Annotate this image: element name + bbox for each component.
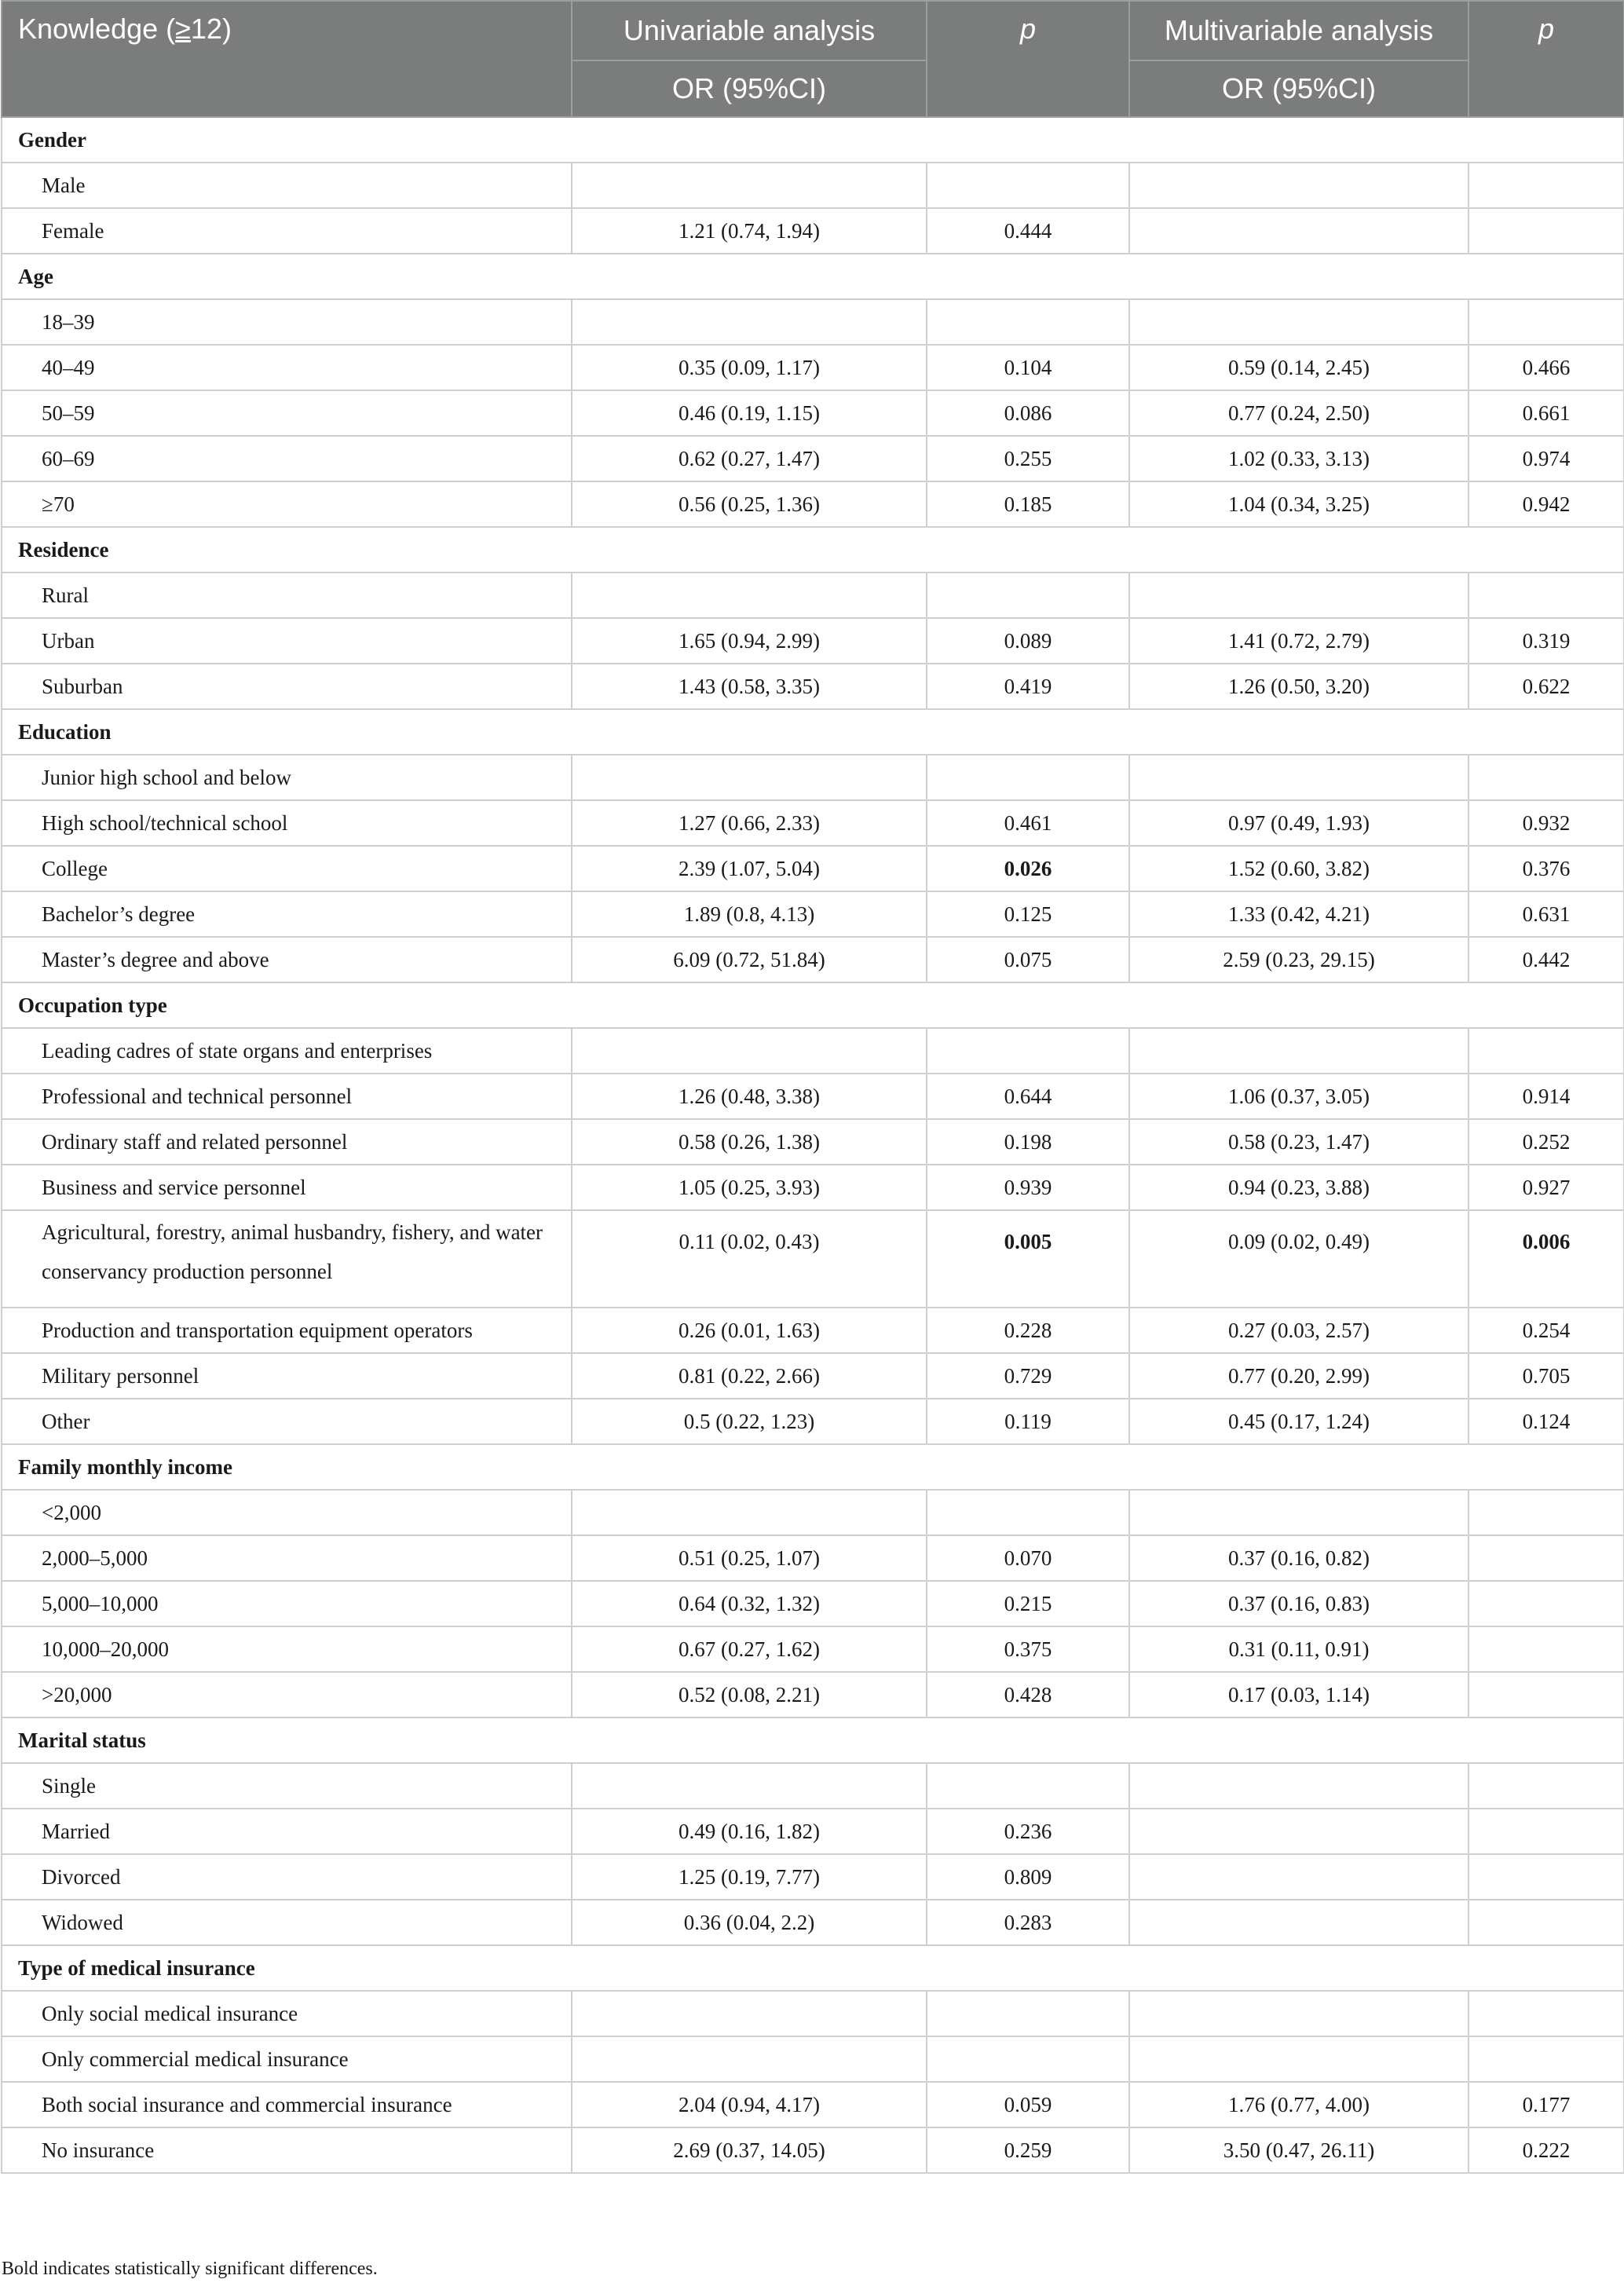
row-label: Military personnel <box>2 1353 572 1399</box>
multivariable-or <box>1129 1490 1469 1535</box>
table-row <box>2 1535 1624 1581</box>
multivariable-p: 0.319 <box>1469 618 1624 664</box>
multivariable-or: 1.06 (0.37, 3.05) <box>1129 1074 1469 1119</box>
multivariable-p <box>1469 1809 1624 1854</box>
row-label: Other <box>2 1399 572 1444</box>
multivariable-p <box>1469 299 1624 345</box>
univariable-or: 1.27 (0.66, 2.33) <box>572 800 927 846</box>
row-label: 2,000–5,000 <box>2 1535 572 1581</box>
table-row <box>2 1854 1624 1900</box>
univariable-p: 0.444 <box>927 208 1129 254</box>
univariable-p: 0.086 <box>927 390 1129 436</box>
univariable-p: 0.461 <box>927 800 1129 846</box>
univariable-or <box>572 1028 927 1074</box>
univariable-p <box>927 163 1129 208</box>
univariable-p: 0.070 <box>927 1535 1129 1581</box>
univariable-p: 0.119 <box>927 1399 1129 1444</box>
univariable-or: 0.11 (0.02, 0.43) <box>572 1210 927 1308</box>
row-label: High school/technical school <box>2 800 572 846</box>
univariable-or: 0.58 (0.26, 1.38) <box>572 1119 927 1165</box>
univariable-p: 0.089 <box>927 618 1129 664</box>
section-label: Marital status <box>2 1718 1624 1763</box>
row-label: 18–39 <box>2 299 572 345</box>
header-multi-or: OR (95%CI) <box>1129 60 1469 117</box>
row-label: ≥70 <box>2 481 572 527</box>
table-row <box>2 1581 1624 1626</box>
multivariable-or: 1.76 (0.77, 4.00) <box>1129 2082 1469 2127</box>
multivariable-p: 0.914 <box>1469 1074 1624 1119</box>
multivariable-or: 0.31 (0.11, 0.91) <box>1129 1626 1469 1672</box>
multivariable-p: 0.466 <box>1469 345 1624 390</box>
table-row <box>2 618 1624 664</box>
row-label: Production and transportation equipment operators <box>2 1308 572 1353</box>
univariable-p: 0.185 <box>927 481 1129 527</box>
univariable-p: 0.255 <box>927 436 1129 481</box>
table-row <box>2 299 1624 345</box>
multivariable-or <box>1129 1028 1469 1074</box>
table-row <box>2 664 1624 709</box>
univariable-or: 1.89 (0.8, 4.13) <box>572 891 927 937</box>
multivariable-or: 1.41 (0.72, 2.79) <box>1129 618 1469 664</box>
univariable-or: 2.04 (0.94, 4.17) <box>572 2082 927 2127</box>
table-row <box>2 1763 1624 1809</box>
univariable-p <box>927 299 1129 345</box>
table-row <box>2 436 1624 481</box>
multivariable-p: 0.252 <box>1469 1119 1624 1165</box>
table-row <box>2 1074 1624 1119</box>
multivariable-p <box>1469 1028 1624 1074</box>
univariable-or: 0.81 (0.22, 2.66) <box>572 1353 927 1399</box>
multivariable-or: 1.26 (0.50, 3.20) <box>1129 664 1469 709</box>
section-label: Occupation type <box>2 982 1624 1028</box>
table-row <box>2 1672 1624 1718</box>
multivariable-p: 0.927 <box>1469 1165 1624 1210</box>
univariable-p: 0.939 <box>927 1165 1129 1210</box>
univariable-p <box>927 572 1129 618</box>
table-row <box>2 1353 1624 1399</box>
table-row <box>2 481 1624 527</box>
row-label: Single <box>2 1763 572 1809</box>
multivariable-p <box>1469 755 1624 800</box>
table-row <box>2 2036 1624 2082</box>
multivariable-or <box>1129 163 1469 208</box>
header-uni-or: OR (95%CI) <box>572 60 927 117</box>
table-row <box>2 1900 1624 1945</box>
multivariable-or <box>1129 1991 1469 2036</box>
univariable-p <box>927 1763 1129 1809</box>
univariable-p: 0.104 <box>927 345 1129 390</box>
multivariable-or: 0.58 (0.23, 1.47) <box>1129 1119 1469 1165</box>
row-label: Ordinary staff and related personnel <box>2 1119 572 1165</box>
univariable-or: 0.52 (0.08, 2.21) <box>572 1672 927 1718</box>
univariable-or: 0.67 (0.27, 1.62) <box>572 1626 927 1672</box>
results-table <box>1 0 1624 2174</box>
table-row <box>2 800 1624 846</box>
multivariable-p: 0.376 <box>1469 846 1624 891</box>
multivariable-p <box>1469 1763 1624 1809</box>
multivariable-or <box>1129 755 1469 800</box>
multivariable-p: 0.177 <box>1469 2082 1624 2127</box>
row-label: Divorced <box>2 1854 572 1900</box>
univariable-or <box>572 299 927 345</box>
multivariable-or: 0.45 (0.17, 1.24) <box>1129 1399 1469 1444</box>
table-footnote: Bold indicates statistically significant differences. <box>2 2259 378 2279</box>
multivariable-or: 0.97 (0.49, 1.93) <box>1129 800 1469 846</box>
univariable-or <box>572 1763 927 1809</box>
multivariable-p <box>1469 1490 1624 1535</box>
univariable-or: 2.39 (1.07, 5.04) <box>572 846 927 891</box>
multivariable-or: 0.37 (0.16, 0.83) <box>1129 1581 1469 1626</box>
univariable-or: 6.09 (0.72, 51.84) <box>572 937 927 982</box>
multivariable-p <box>1469 1626 1624 1672</box>
univariable-or: 1.21 (0.74, 1.94) <box>572 208 927 254</box>
multivariable-p <box>1469 163 1624 208</box>
multivariable-p <box>1469 1581 1624 1626</box>
section-row <box>2 709 1624 755</box>
multivariable-p: 0.705 <box>1469 1353 1624 1399</box>
section-row <box>2 254 1624 299</box>
table-row <box>2 2127 1624 2173</box>
multivariable-or <box>1129 572 1469 618</box>
row-label: 10,000–20,000 <box>2 1626 572 1672</box>
table-row <box>2 1028 1624 1074</box>
univariable-p: 0.125 <box>927 891 1129 937</box>
header-uni-p: p <box>927 1 1129 117</box>
univariable-or: 0.49 (0.16, 1.82) <box>572 1809 927 1854</box>
univariable-p <box>927 1028 1129 1074</box>
univariable-p: 0.419 <box>927 664 1129 709</box>
table-header <box>2 1 1624 117</box>
table-row <box>2 1308 1624 1353</box>
row-label: >20,000 <box>2 1672 572 1718</box>
univariable-or: 1.43 (0.58, 3.35) <box>572 664 927 709</box>
table-row <box>2 1626 1624 1672</box>
section-label: Age <box>2 254 1624 299</box>
univariable-or: 1.05 (0.25, 3.93) <box>572 1165 927 1210</box>
section-row <box>2 1444 1624 1490</box>
univariable-p: 0.026 <box>927 846 1129 891</box>
univariable-p: 0.215 <box>927 1581 1129 1626</box>
univariable-or <box>572 1991 927 2036</box>
row-label: Widowed <box>2 1900 572 1945</box>
table-row <box>2 846 1624 891</box>
multivariable-p: 0.622 <box>1469 664 1624 709</box>
multivariable-p <box>1469 2036 1624 2082</box>
row-label: Only commercial medical insurance <box>2 2036 572 2082</box>
section-row <box>2 527 1624 572</box>
univariable-p: 0.228 <box>927 1308 1129 1353</box>
header-knowledge: Knowledge (≥12) <box>2 1 572 117</box>
univariable-or: 0.26 (0.01, 1.63) <box>572 1308 927 1353</box>
section-row <box>2 1718 1624 1763</box>
row-label: Both social insurance and commercial insurance <box>2 2082 572 2127</box>
univariable-p: 0.428 <box>927 1672 1129 1718</box>
multivariable-or: 0.09 (0.02, 0.49) <box>1129 1210 1469 1308</box>
multivariable-p: 0.442 <box>1469 937 1624 982</box>
table-row <box>2 390 1624 436</box>
table-row <box>2 1809 1624 1854</box>
univariable-or: 0.36 (0.04, 2.2) <box>572 1900 927 1945</box>
table-row <box>2 1991 1624 2036</box>
multivariable-p: 0.942 <box>1469 481 1624 527</box>
univariable-or: 0.64 (0.32, 1.32) <box>572 1581 927 1626</box>
univariable-p: 0.236 <box>927 1809 1129 1854</box>
multivariable-p: 0.631 <box>1469 891 1624 937</box>
table-row <box>2 891 1624 937</box>
table-row <box>2 208 1624 254</box>
multivariable-or <box>1129 2036 1469 2082</box>
univariable-p: 0.283 <box>927 1900 1129 1945</box>
row-label: Female <box>2 208 572 254</box>
univariable-p: 0.375 <box>927 1626 1129 1672</box>
univariable-p: 0.198 <box>927 1119 1129 1165</box>
row-label: Leading cadres of state organs and enterprises <box>2 1028 572 1074</box>
multivariable-or <box>1129 1854 1469 1900</box>
table-row <box>2 2082 1624 2127</box>
section-label: Type of medical insurance <box>2 1945 1624 1991</box>
univariable-p <box>927 755 1129 800</box>
table-row <box>2 937 1624 982</box>
multivariable-p: 0.254 <box>1469 1308 1624 1353</box>
multivariable-or <box>1129 208 1469 254</box>
multivariable-p <box>1469 1854 1624 1900</box>
univariable-or: 0.5 (0.22, 1.23) <box>572 1399 927 1444</box>
row-label: 60–69 <box>2 436 572 481</box>
table-row <box>2 755 1624 800</box>
multivariable-or: 1.52 (0.60, 3.82) <box>1129 846 1469 891</box>
multivariable-or: 0.17 (0.03, 1.14) <box>1129 1672 1469 1718</box>
univariable-p <box>927 1490 1129 1535</box>
multivariable-or: 1.33 (0.42, 4.21) <box>1129 891 1469 937</box>
multivariable-p: 0.124 <box>1469 1399 1624 1444</box>
multivariable-or <box>1129 1763 1469 1809</box>
multivariable-p <box>1469 1900 1624 1945</box>
univariable-or: 1.26 (0.48, 3.38) <box>572 1074 927 1119</box>
multivariable-p: 0.006 <box>1469 1210 1624 1308</box>
table-body <box>2 117 1624 2173</box>
univariable-or <box>572 755 927 800</box>
row-label: Professional and technical personnel <box>2 1074 572 1119</box>
univariable-or <box>572 1490 927 1535</box>
univariable-or <box>572 163 927 208</box>
table-row <box>2 572 1624 618</box>
section-label: Education <box>2 709 1624 755</box>
multivariable-p <box>1469 1535 1624 1581</box>
table-row <box>2 163 1624 208</box>
multivariable-or: 1.02 (0.33, 3.13) <box>1129 436 1469 481</box>
multivariable-p <box>1469 1672 1624 1718</box>
univariable-or <box>572 572 927 618</box>
univariable-or: 0.62 (0.27, 1.47) <box>572 436 927 481</box>
univariable-or: 2.69 (0.37, 14.05) <box>572 2127 927 2173</box>
univariable-or: 0.35 (0.09, 1.17) <box>572 345 927 390</box>
univariable-or: 1.25 (0.19, 7.77) <box>572 1854 927 1900</box>
row-label: Male <box>2 163 572 208</box>
univariable-p: 0.005 <box>927 1210 1129 1308</box>
multivariable-p: 0.932 <box>1469 800 1624 846</box>
table-row <box>2 1490 1624 1535</box>
multivariable-or: 1.04 (0.34, 3.25) <box>1129 481 1469 527</box>
row-label: Rural <box>2 572 572 618</box>
section-row <box>2 982 1624 1028</box>
multivariable-or: 0.77 (0.24, 2.50) <box>1129 390 1469 436</box>
row-label: 40–49 <box>2 345 572 390</box>
multivariable-or: 0.37 (0.16, 0.82) <box>1129 1535 1469 1581</box>
table-row <box>2 1399 1624 1444</box>
section-label: Residence <box>2 527 1624 572</box>
multivariable-p <box>1469 572 1624 618</box>
table-row <box>2 345 1624 390</box>
univariable-or <box>572 2036 927 2082</box>
univariable-or: 1.65 (0.94, 2.99) <box>572 618 927 664</box>
multivariable-p: 0.661 <box>1469 390 1624 436</box>
multivariable-or: 0.59 (0.14, 2.45) <box>1129 345 1469 390</box>
multivariable-or: 3.50 (0.47, 26.11) <box>1129 2127 1469 2173</box>
section-label: Gender <box>2 117 1624 163</box>
row-label: 5,000–10,000 <box>2 1581 572 1626</box>
section-row <box>2 117 1624 163</box>
multivariable-or: 0.27 (0.03, 2.57) <box>1129 1308 1469 1353</box>
univariable-p: 0.809 <box>927 1854 1129 1900</box>
row-label: <2,000 <box>2 1490 572 1535</box>
section-row <box>2 1945 1624 1991</box>
row-label: Urban <box>2 618 572 664</box>
univariable-p: 0.259 <box>927 2127 1129 2173</box>
univariable-or: 0.56 (0.25, 1.36) <box>572 481 927 527</box>
header-univariable: Univariable analysis <box>572 1 927 60</box>
row-label: Married <box>2 1809 572 1854</box>
multivariable-or: 0.94 (0.23, 3.88) <box>1129 1165 1469 1210</box>
multivariable-p <box>1469 1991 1624 2036</box>
univariable-p: 0.729 <box>927 1353 1129 1399</box>
multivariable-p <box>1469 208 1624 254</box>
table-row <box>2 1165 1624 1210</box>
row-label: Master’s degree and above <box>2 937 572 982</box>
univariable-p: 0.075 <box>927 937 1129 982</box>
multivariable-or <box>1129 299 1469 345</box>
table-row <box>2 1119 1624 1165</box>
table-row <box>2 1210 1624 1308</box>
row-label: Suburban <box>2 664 572 709</box>
header-multi-p: p <box>1469 1 1624 117</box>
row-label: No insurance <box>2 2127 572 2173</box>
row-label: 50–59 <box>2 390 572 436</box>
row-label: Agricultural, forestry, animal husbandry, fishery, and water conservancy production personnel <box>2 1210 572 1308</box>
multivariable-p: 0.222 <box>1469 2127 1624 2173</box>
univariable-p: 0.059 <box>927 2082 1129 2127</box>
univariable-or: 0.46 (0.19, 1.15) <box>572 390 927 436</box>
univariable-p <box>927 2036 1129 2082</box>
row-label: Only social medical insurance <box>2 1991 572 2036</box>
univariable-p <box>927 1991 1129 2036</box>
univariable-p: 0.644 <box>927 1074 1129 1119</box>
row-label: Junior high school and below <box>2 755 572 800</box>
multivariable-or: 2.59 (0.23, 29.15) <box>1129 937 1469 982</box>
univariable-or: 0.51 (0.25, 1.07) <box>572 1535 927 1581</box>
header-multivariable: Multivariable analysis <box>1129 1 1469 60</box>
section-label: Family monthly income <box>2 1444 1624 1490</box>
multivariable-p: 0.974 <box>1469 436 1624 481</box>
row-label: Bachelor’s degree <box>2 891 572 937</box>
multivariable-or <box>1129 1809 1469 1854</box>
multivariable-or: 0.77 (0.20, 2.99) <box>1129 1353 1469 1399</box>
row-label: Business and service personnel <box>2 1165 572 1210</box>
row-label: College <box>2 846 572 891</box>
multivariable-or <box>1129 1900 1469 1945</box>
